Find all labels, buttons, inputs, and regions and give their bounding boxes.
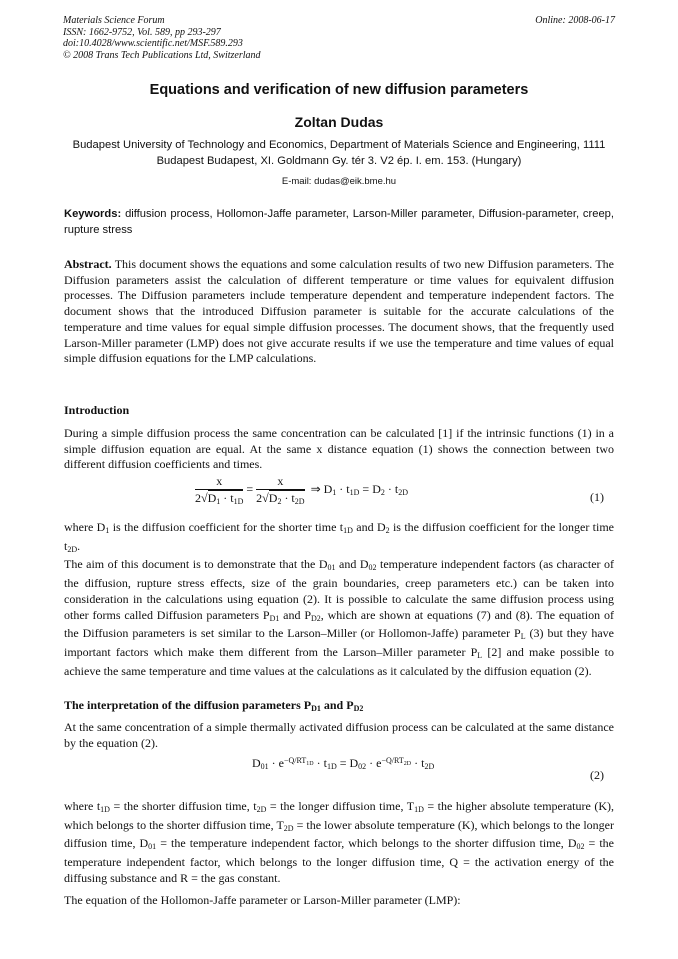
equation-2: $D_{01} \cdot e^{-Q/RT_{1D}} \cdot t_{1D} = D_{02} \cdot e^{-Q/RT_{2D}} \cdot t_{2D}$ bbox=[252, 756, 435, 771]
equation-2-number: (2) bbox=[590, 768, 604, 782]
journal-name: Materials Science Forum bbox=[63, 15, 165, 26]
author-email[interactable]: E-mail: dudas@eik.bme.hu bbox=[281, 176, 397, 187]
copyright: © 2008 Trans Tech Publications Ltd, Switzerland bbox=[63, 49, 261, 61]
affiliation: Budapest University of Technology and Economics, Department of Materials Science and Engineering, 1111 Budapest Budapest, XI. Goldmann Gy. tér 3. V2 ép. I. em. 153. (Hungary) bbox=[72, 139, 606, 167]
paper-title: Equations and verification of new diffusion parameters bbox=[149, 82, 529, 98]
intro-heading: Introduction bbox=[64, 403, 130, 417]
intro-paragraph-2: where $D_1$ is the diffusion coefficient for the shorter time $t_{1D}$ and $D_2$ is the diffusion coefficient for the longer time $t_{2D}$. The aim of this document is to demonstrate that the $D_{01}$ and $D_{02}$ temperature independent factors (as character of the diffusion, rupture stress effects, size of the grain boundaries, creep parameters etc.) can be taken into consideration in the calculations using equation (2). It is possible to calculate the same diffusion process using other forms called Diffusion parameters $P_{D1}$ and $P_{D2}$, which are shown at equations (7) and (8). The equation of the Diffusion parameters is set similar to the Larson–Miller (or Hollomon-Jaffe) parameter $P_L$ (3) but they have important factors which make them different from the Larson–Miller parameter $P_L$ [2] and make possible to achieve the same temperature and time values at the calculations as it calculated by the diffusion equation (2). bbox=[64, 520, 615, 678]
keywords-text: diffusion process, Hollomon-Jaffe parameter, Larson-Miller parameter, Diffusion-parameter, creep, rupture stress bbox=[64, 208, 615, 236]
abstract bbox=[64, 257, 614, 367]
keywords-label: Keywords: bbox=[64, 208, 122, 220]
section2-heading: The interpretation of the diffusion parameters $P_{D1}$ and $P_{D2}$ bbox=[64, 698, 364, 713]
journal-header bbox=[63, 15, 261, 61]
section2-paragraph-2: where $t_{1D}$ = the shorter diffusion time, $t_{2D}$ = the longer diffusion time, $T_{1D}$ = the higher absolute temperature (K), which belongs to the shorter diffusion time, $T_{2D}$ = the lower absolute temperature (K), which belongs to the longer diffusion time, $D_{01}$ = the temperature independent factor, which belongs to the shorter diffusion time, $D_{02}$ = the temperature independent factor, which belongs to the longer diffusion time, Q = the activation energy of the diffusing substance and R = the gas constant. bbox=[64, 799, 615, 885]
online-date: Online: 2008-06-17 bbox=[535, 15, 615, 26]
equation-1-number: (1) bbox=[590, 490, 604, 504]
abstract-label: Abstract. bbox=[64, 257, 112, 271]
issn: ISSN: 1662-9752, Vol. 589, pp 293-297 bbox=[63, 26, 221, 38]
intro-paragraph-1: During a simple diffusion process the same concentration can be calculated [1] if the intrinsic functions (1) in a simple diffusion equation are equal. At the same x distance equation (1) shows the connection between two different diffusion coefficients and times. bbox=[64, 426, 614, 472]
author-name: Zoltan Dudas bbox=[294, 114, 384, 130]
section2-paragraph-1: At the same concentration of a simple thermally activated diffusion process can be calculated at the same distance by the equation (2). bbox=[64, 720, 614, 750]
abstract-text: This document shows the equations and some calculation results of two new Diffusion parameters. The Diffusion parameters assist the calculation of different temperature or time values for equivalent diffusion processes. The Diffusion parameters include temperature dependent and temperature independent factors. The document shows that the introduced Diffusion parameter is suitable for the accurate calculations of the temperature and time values for equal simple diffusion processes. The document shows, that the frequently used Larson-Miller parameter (LMP) does not give accurate results if we use the temperature and time values of equal simple diffusion equations for the LMP calculations. bbox=[64, 257, 614, 366]
equation-1: $\frac{x}{2√D_1 \cdot t_{1D}}$ = $\frac{x}{2√D_2 \cdot t_{2D}}$ ⇒ $D_1 \cdot t_{1D} = D_2 \cdot t_{2D}$ bbox=[195, 474, 408, 506]
doi: doi:10.4028/www.scientific.net/MSF.589.293 bbox=[63, 38, 243, 50]
section2-last-line: The equation of the Hollomon-Jaffe parameter or Larson-Miller parameter (LMP): bbox=[64, 893, 461, 907]
keywords bbox=[64, 207, 614, 238]
